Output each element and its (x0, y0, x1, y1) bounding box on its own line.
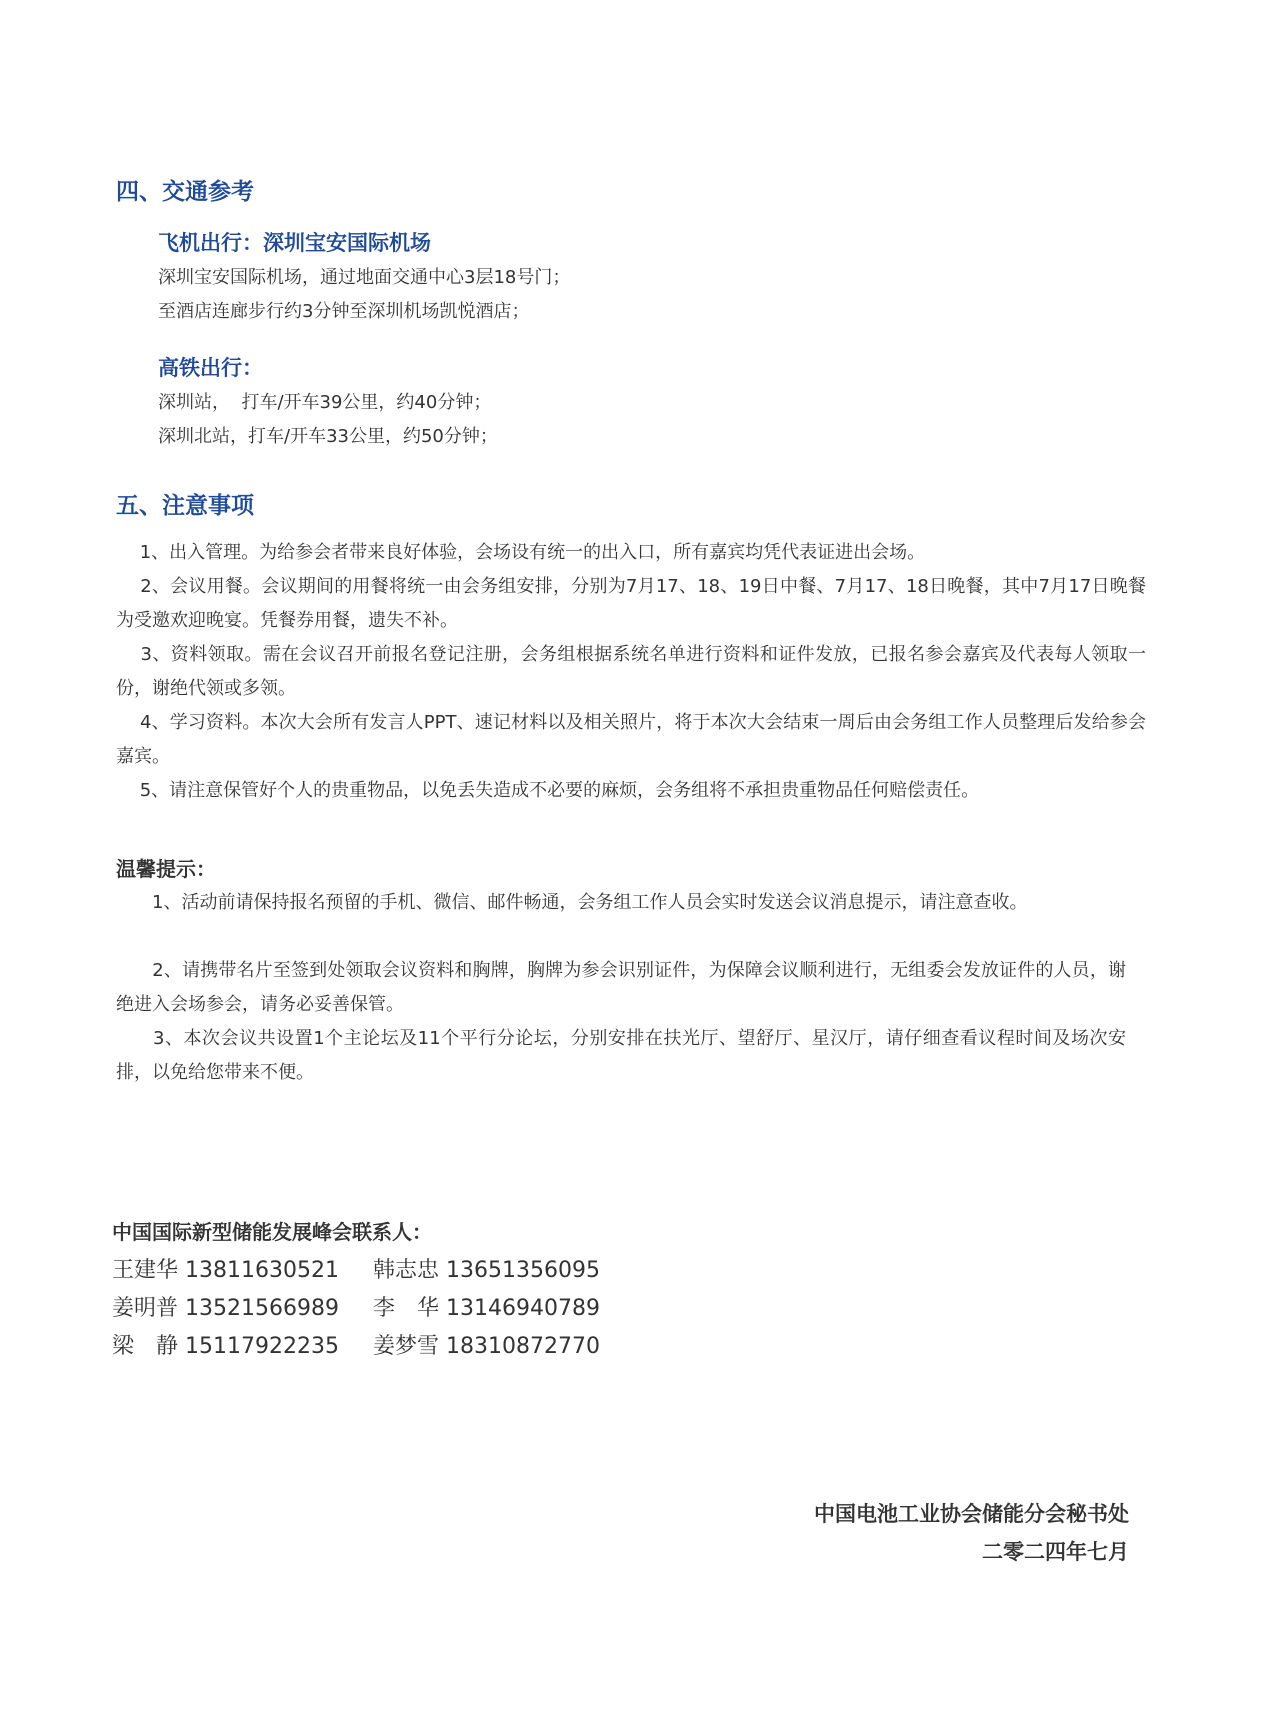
contact-name: 姜梦雪 (372, 1334, 439, 1359)
section5-title: 五、注意事项 (116, 493, 254, 519)
flight-line-2: 至酒店连廊步行约3分钟至深圳机场凯悦酒店； (158, 301, 530, 322)
contact-phone: 13811630521 (185, 1258, 339, 1283)
signature-date: 二零二四年七月 (982, 1540, 1129, 1564)
rail-line-1: 深圳站， 打车/开车39公里，约40分钟； (158, 392, 492, 413)
notice-item-1: 1、出入管理。为给参会者带来良好体验，会场设有统一的出入口，所有嘉宾均凭代表证进出会场。 (116, 542, 926, 563)
contact-name: 梁 静 (112, 1334, 179, 1359)
flight-subtitle: 飞机出行：深圳宝安国际机场 (158, 231, 431, 255)
contact-phone: 15117922235 (185, 1334, 339, 1359)
contact-name: 王建华 (112, 1258, 179, 1283)
signature-org: 中国电池工业协会储能分会秘书处 (814, 1502, 1129, 1526)
contact-row-3 (112, 1329, 600, 1360)
contact-phone: 13146940789 (446, 1296, 600, 1321)
contacts-title: 中国国际新型储能发展峰会联系人： (112, 1220, 432, 1244)
contact-phone: 13521566989 (185, 1296, 339, 1321)
notice-item-3: 3、资料领取。需在会议召开前报名登记注册，会务组根据系统名单进行资料和证件发放，已报名参会嘉宾及代表每人领取一份，谢绝代领或多领。 (116, 644, 1146, 699)
contact-name: 李 华 (372, 1296, 439, 1321)
notice-item-4: 4、学习资料。本次大会所有发言人PPT、速记材料以及相关照片，将于本次大会结束一周后由会务组工作人员整理后发给参会嘉宾。 (116, 712, 1146, 767)
contact-name: 姜明普 (112, 1296, 179, 1321)
tip-item-3: 3、本次会议共设置1个主论坛及11个平行分论坛，分别安排在扶光厅、望舒厅、星汉厅，请仔细查看议程时间及场次安排，以免给您带来不便。 (116, 1028, 1126, 1083)
notice-item-5: 5、请注意保管好个人的贵重物品，以免丢失造成不必要的麻烦，会务组将不承担贵重物品任何赔偿责任。 (116, 780, 980, 801)
flight-line-1: 深圳宝安国际机场，通过地面交通中心3层18号门； (158, 267, 571, 288)
tips-title: 温馨提示： (116, 857, 216, 881)
section4-title: 四、交通参考 (116, 179, 254, 205)
contact-phone: 18310872770 (446, 1334, 600, 1359)
tip-item-2: 2、请携带名片至签到处领取会议资料和胸牌，胸牌为参会识别证件，为保障会议顺利进行，无组委会发放证件的人员，谢绝进入会场参会，请务必妥善保管。 (116, 960, 1126, 1015)
contact-row-2 (112, 1291, 600, 1322)
notice-item-2: 2、会议用餐。会议期间的用餐将统一由会务组安排，分别为7月17、18、19日中餐、7月17、18日晚餐，其中7月17日晚餐为受邀欢迎晚宴。凭餐券用餐，遗失不补。 (116, 576, 1146, 631)
rail-line-2: 深圳北站，打车/开车33公里，约50分钟； (158, 426, 498, 447)
tip-item-1: 1、活动前请保持报名预留的手机、微信、邮件畅通，会务组工作人员会实时发送会议消息提示，请注意查收。 (116, 892, 1028, 913)
rail-subtitle: 高铁出行： (158, 356, 263, 380)
contact-name: 韩志忠 (372, 1258, 439, 1283)
contact-row-1 (112, 1253, 600, 1284)
contact-phone: 13651356095 (446, 1258, 600, 1283)
